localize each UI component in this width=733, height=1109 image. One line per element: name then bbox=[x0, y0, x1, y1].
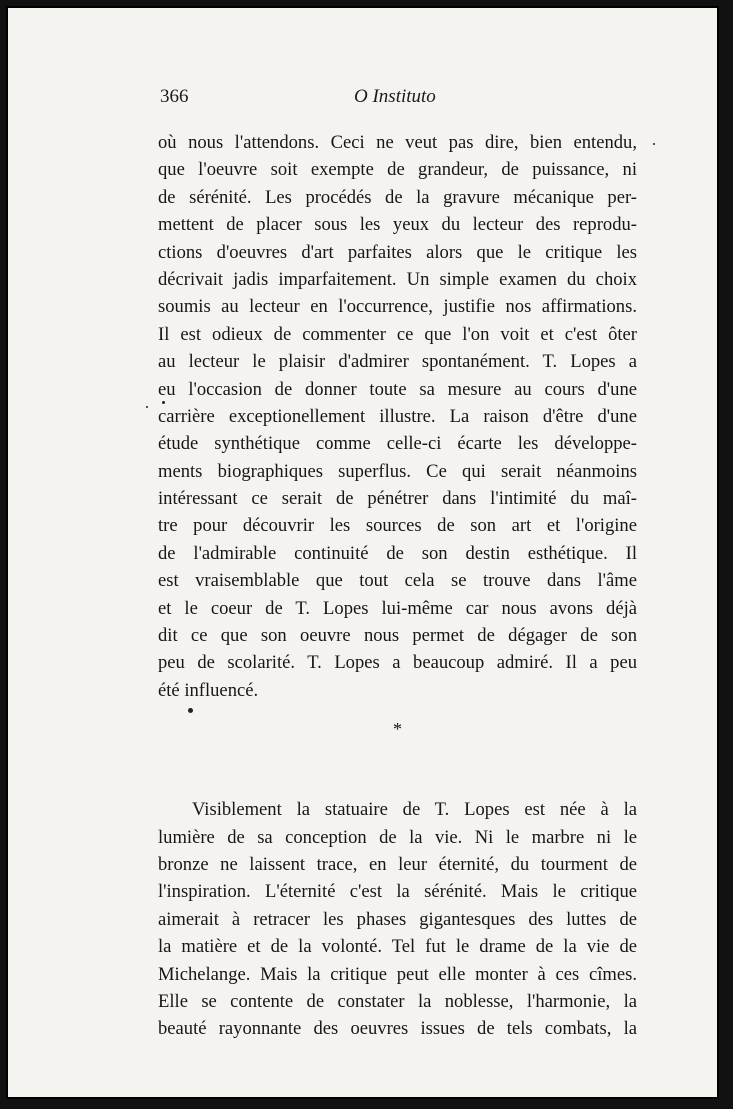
text-line: eu l'occasion de donner toute sa mesure au cours d'une bbox=[158, 378, 637, 400]
scan-speck bbox=[146, 406, 148, 408]
scan-speck bbox=[162, 401, 165, 404]
text-line: été influencé. bbox=[158, 679, 259, 701]
text-line: où nous l'attendons. Ceci ne veut pas dire, bien entendu, bbox=[158, 132, 637, 153]
paragraph-1 bbox=[158, 129, 637, 704]
text-line: bronze ne laissent trace, en leur éternité, du tourment de bbox=[158, 853, 637, 875]
text-line: est vraisemblable que tout cela se trouve dans l'âme bbox=[158, 570, 637, 592]
book-page bbox=[6, 6, 719, 1099]
text-line: que l'oeuvre soit exempte de grandeur, de puissance, ni bbox=[158, 159, 637, 181]
page-number: 366 bbox=[160, 86, 189, 107]
text-line: Michelange. Mais la critique peut elle monter à ces cîmes. bbox=[158, 963, 637, 985]
page-header bbox=[158, 86, 638, 110]
text-line: tre pour découvrir les sources de son art et l'origine bbox=[158, 515, 637, 537]
text-line: au lecteur le plaisir d'admirer spontanément. T. Lopes a bbox=[158, 351, 637, 373]
scan-speck bbox=[653, 143, 655, 145]
text-line: beauté rayonnante des oeuvres issues de tels combats, la bbox=[158, 1018, 637, 1040]
text-line: intéressant ce serait de pénétrer dans l'intimité du maî- bbox=[158, 488, 637, 510]
scan-speck bbox=[188, 708, 193, 713]
text-line: soumis au lecteur en l'occurrence, justifie nos affirmations. bbox=[158, 296, 637, 318]
text-line: ments biographiques superflus. Ce qui serait néanmoins bbox=[158, 460, 637, 482]
text-line: ctions d'oeuvres d'art parfaites alors que le critique les bbox=[158, 241, 637, 263]
text-line: carrière exceptionellement illustre. La raison d'être d'une bbox=[158, 405, 637, 427]
text-line: Elle se contente de constater la noblesse, l'harmonie, la bbox=[158, 990, 637, 1012]
text-line: l'inspiration. L'éternité c'est la sérénité. Mais le critique bbox=[158, 881, 637, 903]
text-line: étude synthétique comme celle-ci écarte les développe- bbox=[158, 433, 637, 455]
text-line: peu de scolarité. T. Lopes a beaucoup admiré. Il a peu bbox=[158, 652, 637, 674]
text-line: dit ce que son oeuvre nous permet de dégager de son bbox=[158, 625, 637, 647]
running-title: O Instituto bbox=[354, 86, 436, 107]
text-line: la matière et de la volonté. Tel fut le drame de la vie de bbox=[158, 936, 637, 958]
text-line: de sérénité. Les procédés de la gravure mécanique per- bbox=[158, 186, 637, 208]
body-text bbox=[158, 129, 637, 1043]
section-separator: * bbox=[393, 719, 402, 740]
text-line: Visiblement la statuaire de T. Lopes est née à la bbox=[192, 799, 637, 821]
text-line: Il est odieux de commenter ce que l'on voit et c'est ôter bbox=[158, 323, 637, 345]
text-line: mettent de placer sous les yeux du lecteur des reprodu- bbox=[158, 214, 637, 236]
text-line: et le coeur de T. Lopes lui-même car nous avons déjà bbox=[158, 597, 637, 619]
text-line: lumière de sa conception de la vie. Ni le marbre ni le bbox=[158, 826, 637, 848]
text-line: décrivait jadis imparfaitement. Un simple examen du choix bbox=[158, 268, 637, 290]
paragraph-gap bbox=[158, 758, 637, 796]
paragraph-2 bbox=[158, 796, 637, 1043]
text-line: aimerait à retracer les phases gigantesques des luttes de bbox=[158, 908, 637, 930]
text-line: de l'admirable continuité de son destin esthétique. Il bbox=[158, 542, 637, 564]
